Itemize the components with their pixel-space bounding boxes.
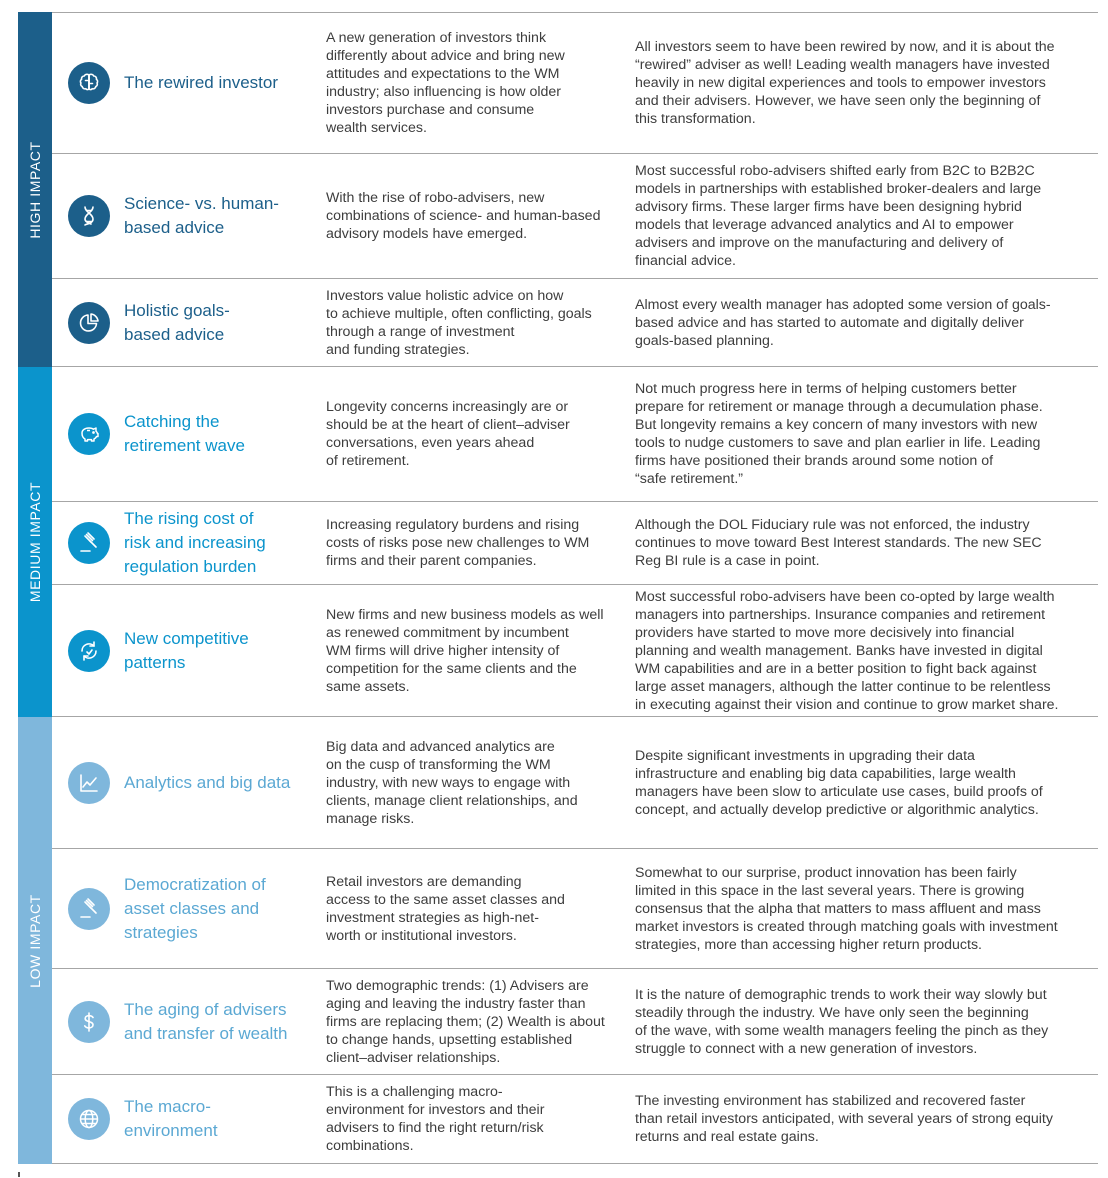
theme-description: With the rise of robo-advisers, new combinations of science- and human-based advisory models have emerged. xyxy=(326,189,601,242)
theme-row xyxy=(52,367,1098,502)
theme-title: The aging of advisers and transfer of wealth xyxy=(124,999,288,1043)
brain-icon xyxy=(68,62,110,104)
theme-title: Democratization of asset classes and strategies xyxy=(124,874,266,942)
gavel-icon xyxy=(68,522,110,564)
impact-band-high xyxy=(18,12,52,367)
theme-status: The investing environment has stabilized and recovered faster than retail investors anticipated, with several years of strong equity returns and real estate gains. xyxy=(635,1093,1053,1145)
impact-label-medium: MEDIUM IMPACT xyxy=(27,481,43,603)
dollar-icon xyxy=(68,1001,110,1043)
theme-row xyxy=(52,1075,1098,1164)
theme-description: Two demographic trends: (1) Advisers are aging and leaving the industry faster than firms are replacing them; (2) Wealth is about to change hands, upsetting established client–adviser relationships. xyxy=(326,977,605,1066)
theme-title: Analytics and big data xyxy=(124,772,291,792)
theme-status: All investors seem to have been rewired by now, and it is about the “rewired” adviser as well! Leading wealth managers have invested heavily in new digital experiences and tools to empower investors and their advisers. However, we have seen only the beginning of this transformation. xyxy=(635,39,1055,127)
impact-label-low: LOW IMPACT xyxy=(27,893,43,988)
theme-description: A new generation of investors think differently about advice and bring new attitudes and expectations to the WM industry; also influencing is how older investors purchase and consume wealth services. xyxy=(326,30,565,136)
theme-status: Not much progress here in terms of helping customers better prepare for retirement or manage through a decumulation phase. But longevity remains a key concern of many investors with new tools to nudge customers to save and plan earlier in life. Leading firms have positioned their brands around some notion of “safe retirement.” xyxy=(635,381,1043,487)
theme-row xyxy=(52,279,1098,367)
globe-icon xyxy=(68,1098,110,1140)
theme-status: Somewhat to our surprise, product innovation has been fairly limited in this space in the last several years. There is growing consensus that the alpha that matters to mass affluent and mass market investors is created through matching goals with investment strategies, more than accessing higher return products. xyxy=(635,864,1058,953)
line-chart-icon xyxy=(68,762,110,804)
theme-title: Holistic goals- based advice xyxy=(124,300,230,344)
theme-description: Retail investors are demanding access to the same asset classes and investment strategies as high-net- worth or institutional investors. xyxy=(326,873,565,944)
theme-status: Most successful robo-advisers have been co-opted by large wealth managers into partnerships. Insurance companies and retirement providers have started to move more decisively into financial planning and wealth management. Banks have invested in digital WM capabilities and are in a better position to fight back against large asset managers, although the latter continue to be relentless in executing against their vision and continue to grow market share. xyxy=(635,588,1059,713)
piggy-bank-icon xyxy=(68,413,110,455)
theme-title: New competitive patterns xyxy=(124,628,249,672)
theme-title: Science- vs. human- based advice xyxy=(124,193,279,237)
theme-row xyxy=(52,12,1098,154)
theme-status: Almost every wealth manager has adopted some version of goals- based advice and has started to automate and digitally deliver goals-based planning. xyxy=(635,296,1051,349)
theme-status: Most successful robo-advisers shifted early from B2C to B2B2C models in partnerships with established broker-dealers and large advisory firms. These larger firms have been designing hybrid models that leverage advanced analytics and AI to empower advisers and improve on the manufacturing and delivery of financial advice. xyxy=(635,162,1042,269)
dna-icon xyxy=(68,195,110,237)
refresh-icon xyxy=(68,630,110,672)
theme-description: This is a challenging macro- environment for investors and their advisers to find the right return/risk combinations. xyxy=(326,1084,545,1154)
theme-status: It is the nature of demographic trends to work their way slowly but steadily through the industry. We have only seen the beginning of the wave, with some wealth managers feeling the pinch as they struggle to connect with a new generation of investors. xyxy=(635,986,1049,1057)
theme-status: Despite significant investments in upgrading their data infrastructure and enabling big data capabilities, large wealth managers have been slow to articulate use cases, build proofs of concept, and actually develop predictive or algorithmic analytics. xyxy=(635,747,1043,818)
theme-row xyxy=(52,849,1098,969)
impact-label-high: HIGH IMPACT xyxy=(27,140,43,239)
theme-row xyxy=(52,717,1098,849)
impact-band-medium xyxy=(18,367,52,717)
theme-title: The rewired investor xyxy=(124,73,279,92)
theme-title: The rising cost of risk and increasing regulation burden xyxy=(124,509,266,576)
gavel-icon xyxy=(68,888,110,930)
theme-description: Big data and advanced analytics are on the cusp of transforming the WM industry, with new ways to engage with clients, manage client relationships, and manage risks. xyxy=(326,738,578,827)
impact-band-low xyxy=(18,717,52,1164)
page-corner-mark xyxy=(18,1172,20,1177)
theme-description: Investors value holistic advice on how to achieve multiple, often conflicting, goals through a range of investment and funding strategies. xyxy=(326,287,592,358)
theme-row xyxy=(52,585,1098,717)
theme-title: Catching the retirement wave xyxy=(124,412,245,455)
theme-description: Increasing regulatory burdens and rising costs of risks pose new challenges to WM firms and their parent companies. xyxy=(326,517,590,569)
theme-row xyxy=(52,969,1098,1075)
theme-row xyxy=(52,502,1098,585)
theme-row xyxy=(52,153,1098,279)
pie-chart-icon xyxy=(68,302,110,344)
theme-title: The macro- environment xyxy=(124,1097,218,1140)
theme-description: Longevity concerns increasingly are or should be at the heart of client–adviser conversations, even years ahead of retirement. xyxy=(326,399,570,469)
theme-status: Although the DOL Fiduciary rule was not enforced, the industry continues to move toward Best Interest standards. The new SEC Reg BI rule is a case in point. xyxy=(635,517,1042,569)
theme-description: New firms and new business models as well as renewed commitment by incumbent WM firms will drive higher intensity of competition for the same clients and the same assets. xyxy=(326,606,604,695)
